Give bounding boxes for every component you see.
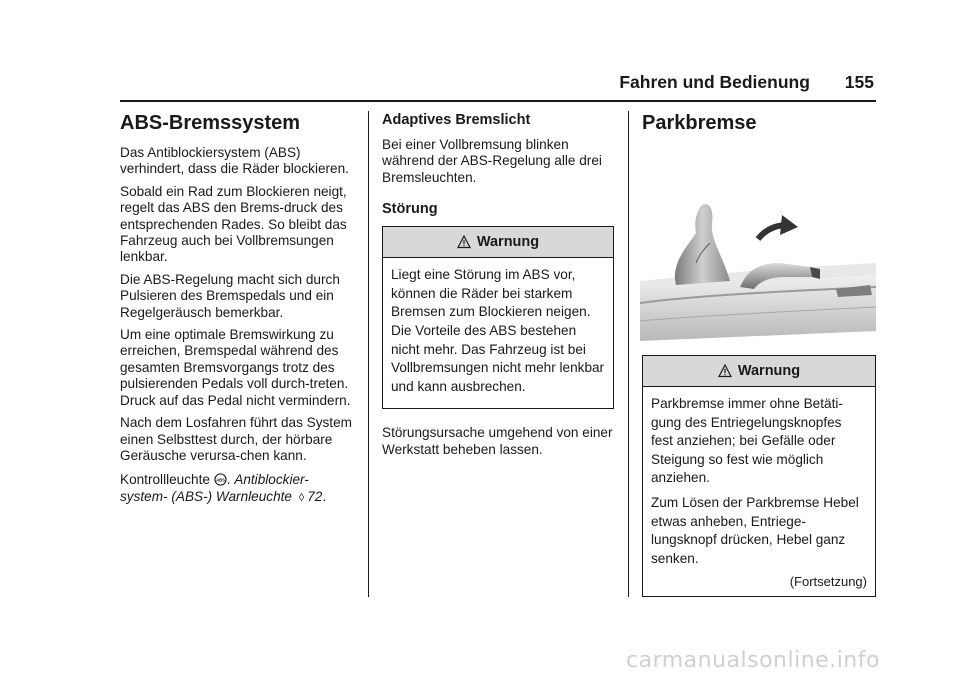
abs-warning-icon: [214, 473, 227, 486]
warning-body: [643, 387, 875, 596]
page-reference-icon: ◊: [298, 491, 305, 504]
malfunction-paragraph: Störungsursache umgehend von einer Werkstatt beheben lassen.: [382, 425, 613, 457]
warning-triangle-icon: [718, 364, 732, 378]
column-brake-light: [382, 111, 614, 464]
column-parking-brake: [642, 111, 876, 597]
column-divider: [368, 111, 369, 597]
warning-body: [383, 258, 613, 408]
indicator-page[interactable]: 72: [307, 488, 323, 504]
indicator-prefix: Kontrollleuchte: [120, 472, 210, 488]
section-title: Fahren und Bedienung: [619, 72, 810, 92]
warning-header: [383, 227, 613, 258]
indicator-link[interactable]: Antiblockier-system- (ABS-) Warnleuchte: [120, 472, 309, 504]
warning-box: [642, 355, 876, 597]
abs-heading: ABS-Bremssystem: [120, 112, 301, 134]
parking-brake-lever-illustration: [640, 203, 876, 341]
abs-paragraph: Sobald ein Rad zum Blockieren neigt, regelt das ABS den Brems-druck des entsprechenden Rades. So bleibt das Fahrzeug auch bei Vollbremsungen lenkbar.: [120, 183, 347, 265]
page-header: [619, 72, 874, 93]
warning-text: Zum Lösen der Parkbremse Hebel etwas anheben, Entriege-lungsknopf drücken, Hebel ganz senken.: [651, 494, 859, 566]
header-rule: [120, 100, 876, 102]
warning-text: Liegt eine Störung im ABS vor, können die Räder bei starkem Bremsen zum Blockieren neigen. Die Vorteile des ABS bestehen nicht mehr. Das Fahrzeug ist bei Vollbremsungen nicht mehr lenkbar und kann ausbrechen.: [391, 267, 605, 394]
warning-text: Parkbremse immer ohne Betäti-gung des Entriegelungsknopfes fest anziehen; bei Gefälle oder Steigung so fest wie möglich anziehen.: [651, 396, 843, 486]
abs-paragraph: Um eine optimale Bremswirkung zu erreichen, Bremspedal während des gesamten Bremsvorgangs trotz des pulsierenden Pedals voll durch-treten. Druck auf das Pedal nicht vermindern.: [120, 327, 351, 408]
column-divider: [628, 111, 629, 597]
indicator-reference: Kontrollleuchte ABS . Antiblockier-system- (ABS-) Warnleuchte ◊ 72.: [120, 472, 356, 506]
brake-light-paragraph: Bei einer Vollbremsung blinken während der ABS-Regelung alle drei Bremsleuchten.: [382, 137, 602, 185]
abs-paragraph: Das Antiblockiersystem (ABS) verhindert, dass die Räder blockieren.: [120, 145, 349, 177]
watermark: carmanualsonline.info: [626, 648, 880, 673]
warning-title: Warnung: [737, 362, 801, 379]
abs-paragraph: Die ABS-Regelung macht sich durch Pulsieren des Bremspedals und ein Regelgeräusch bemerkbar.: [120, 271, 340, 320]
continued-note: (Fortsetzung): [789, 574, 867, 590]
svg-text:ABS: ABS: [215, 477, 225, 483]
page-number: 155: [844, 72, 874, 92]
brake-light-heading: Adaptives Bremslicht: [382, 112, 531, 128]
column-abs: [120, 111, 356, 512]
parking-brake-heading: Parkbremse: [642, 112, 757, 134]
abs-paragraph: Nach dem Losfahren führt das System einen Selbsttest durch, der hörbare Geräusche verursa-chen kann.: [120, 415, 352, 463]
warning-box: [382, 226, 614, 409]
warning-header: [643, 356, 875, 387]
warning-title: Warnung: [476, 234, 540, 251]
malfunction-heading: Störung: [382, 201, 438, 218]
warning-triangle-icon: [457, 235, 471, 249]
